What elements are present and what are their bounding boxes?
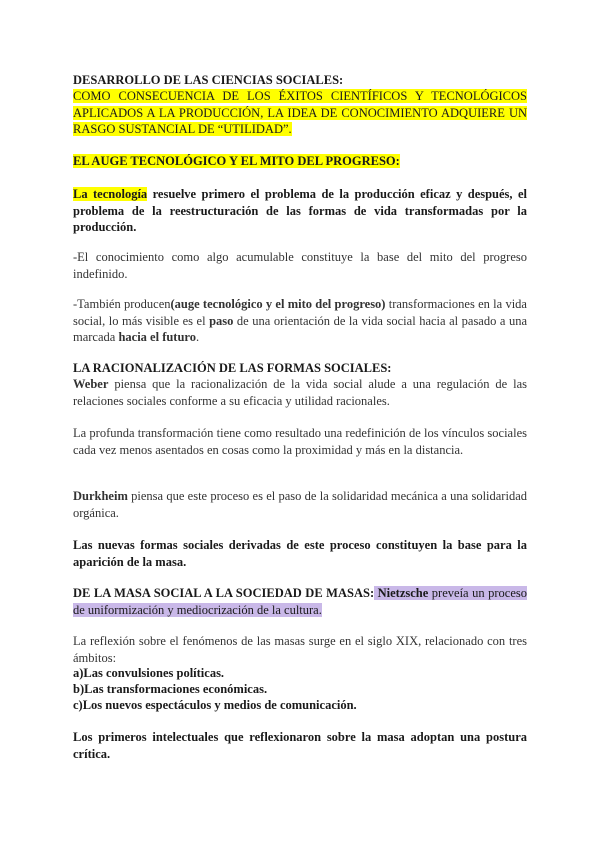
list-item: b)Las transformaciones económicas. [73,682,268,696]
conocimiento-paragraph: -El conocimiento como algo acumulable constituye la base del mito del progreso indefinido. [73,250,527,281]
durkheim-paragraph: Durkheim piensa que este proceso es el paso de la solidaridad mecánica a una solidaridad orgánica. [73,489,527,520]
weber-paragraph: Weber piensa que la racionalización de la vida social alude a una regulación de las relaciones sociales conforme a su eficacia y utilidad racionales. [73,377,527,408]
transformaciones-paragraph: -También producen(auge tecnológico y el mito del progreso) transformaciones en la vida social, lo más visible es el paso de una orientación de la vida social hacia al pasado a una marcada hacia el futuro. [73,297,528,344]
section-heading-auge: EL AUGE TECNOLÓGICO Y EL MITO DEL PROGRESO: [73,154,400,168]
utilidad-paragraph [73,88,527,138]
tecnologia-paragraph: La tecnología resuelve primero el problema de la producción eficaz y después, el problema de la reestructuración de las formas de vida transformadas por la producción. [73,187,527,234]
section-heading-racionalizacion: LA RACIONALIZACIÓN DE LAS FORMAS SOCIALES: [73,361,392,375]
intelectuales-paragraph: Los primeros intelectuales que reflexionaron sobre la masa adoptan una postura crítica. [73,730,527,761]
masa-paragraph: Las nuevas formas sociales derivadas de este proceso constituyen la base para la aparición de la masa. [73,538,527,569]
reflexion-paragraph: La reflexión sobre el fenómenos de las masas surge en el siglo XIX, relacionado con tres ámbitos: [73,634,527,665]
sociedad-de-masas-paragraph: DE LA MASA SOCIAL A LA SOCIEDAD DE MASAS: Nietzsche preveía un proceso de uniformización y mediocrización de la cultura. [73,586,527,617]
section-heading-masas: DE LA MASA SOCIAL A LA SOCIEDAD DE MASAS: [73,586,375,600]
transformacion-paragraph: La profunda transformación tiene como resultado una redefinición de los vínculos sociales cada vez menos asentados en cosas como la proximidad y más en la distancia. [73,426,527,457]
list-item: a)Las convulsiones políticas. [73,666,225,680]
yellow-highlight: COMO CONSECUENCIA DE LOS ÉXITOS CIENTÍFICOS Y TECNOLÓGICOS APLICADOS A LA PRODUCCIÓN, LA IDEA DE CONOCIMIENTO ADQUIERE UN RASGO SUSTANCIAL DE “UTILIDAD”. [73,89,527,136]
list-item: c)Los nuevos espectáculos y medios de comunicación. [73,698,357,712]
section-heading-ciencias: DESARROLLO DE LAS CIENCIAS SOCIALES: [73,73,344,87]
